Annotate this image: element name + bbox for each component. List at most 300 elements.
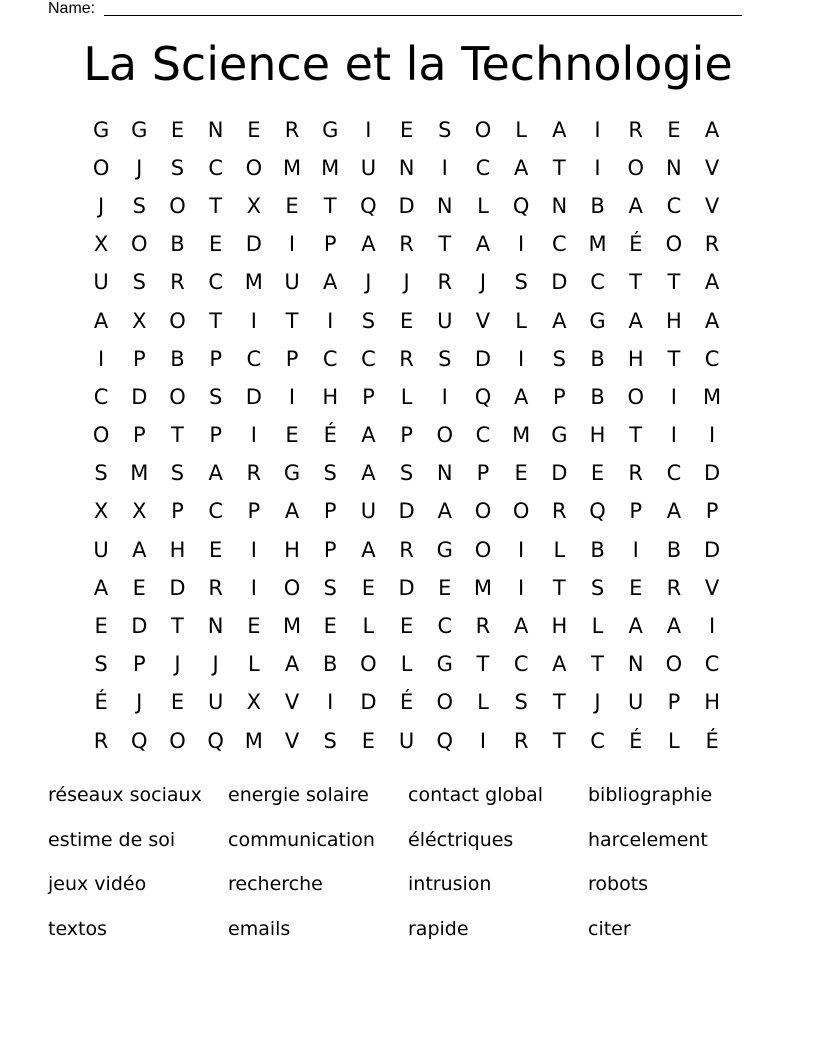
grid-letter: D — [551, 270, 568, 295]
grid-letter: R — [704, 232, 720, 257]
grid-letter: O — [169, 193, 186, 218]
grid-letter: I — [250, 575, 257, 600]
grid-letter: U — [360, 155, 377, 180]
grid-letter: X — [93, 499, 109, 524]
grid-letter: U — [437, 308, 453, 333]
grid-letter: I — [288, 384, 296, 409]
grid-letter: I — [288, 232, 296, 257]
word-list-item: energie solaire — [228, 784, 369, 806]
grid-letter: R — [284, 117, 300, 142]
grid-letter: N — [436, 461, 453, 486]
grid-letter: L — [400, 652, 413, 677]
grid-letter: H — [666, 308, 682, 333]
page-title: La Science et la Technologie — [83, 37, 733, 91]
grid-letter: A — [437, 499, 452, 524]
grid-letter: V — [704, 575, 720, 600]
grid-letter: A — [552, 117, 567, 142]
grid-letter: D — [704, 537, 721, 562]
grid-letter: O — [169, 308, 186, 333]
grid-letter: A — [475, 232, 491, 257]
grid-letter: É — [94, 690, 108, 715]
grid-letter: M — [703, 384, 722, 409]
grid-letter: L — [515, 308, 527, 333]
word-list-item: textos — [48, 917, 108, 940]
grid-letter: S — [552, 346, 567, 371]
grid-letter: C — [704, 346, 720, 371]
grid-letter: A — [513, 614, 529, 639]
word-list-item: intrusion — [408, 873, 492, 895]
grid-letter: A — [513, 155, 529, 180]
grid-letter: N — [436, 193, 453, 218]
grid-letter: P — [132, 423, 146, 448]
grid-letter: C — [666, 193, 682, 218]
grid-letter: B — [590, 346, 605, 371]
grid-letter: S — [170, 155, 185, 180]
grid-letter: U — [284, 270, 300, 295]
grid-letter: I — [479, 728, 487, 753]
grid-letter: N — [398, 155, 415, 180]
grid-letter: M — [512, 423, 531, 448]
grid-letter: L — [591, 614, 604, 639]
grid-letter: M — [244, 728, 263, 753]
grid-letter: P — [667, 690, 681, 715]
grid-letter: Q — [360, 193, 377, 218]
grid-letter: G — [436, 652, 453, 677]
grid-letter: E — [590, 461, 605, 486]
grid-letter: S — [514, 690, 528, 715]
grid-letter: N — [627, 652, 644, 677]
grid-letter: Q — [436, 728, 454, 753]
grid-letter: E — [438, 575, 452, 600]
grid-letter: R — [666, 575, 682, 600]
grid-letter: E — [399, 614, 414, 639]
grid-letter: Q — [474, 384, 492, 409]
grid-letter: T — [209, 193, 223, 218]
grid-letter: I — [518, 537, 525, 562]
grid-letter: L — [477, 690, 489, 715]
grid-letter: S — [132, 193, 146, 218]
grid-letter: E — [399, 308, 414, 333]
grid-letter: R — [475, 614, 491, 639]
grid-letter: A — [361, 537, 376, 562]
grid-letter: D — [398, 499, 415, 524]
grid-letter: S — [399, 461, 414, 486]
grid-letter: H — [169, 537, 186, 562]
grid-letter: I — [97, 346, 105, 371]
grid-letter: S — [323, 728, 337, 753]
grid-letter: I — [632, 537, 639, 562]
grid-letter: L — [362, 614, 375, 639]
grid-letter: R — [628, 117, 644, 142]
grid-letter: D — [131, 614, 148, 639]
grid-letter: L — [553, 537, 566, 562]
grid-letter: X — [246, 690, 262, 715]
name-field — [48, 0, 742, 17]
grid-letter: E — [132, 575, 146, 600]
grid-letter: J — [136, 690, 143, 715]
grid-letter: C — [475, 155, 491, 180]
grid-letter: R — [399, 537, 414, 562]
grid-letter: O — [131, 232, 148, 257]
grid-letter: L — [515, 117, 527, 142]
word-list-item: réseaux sociaux — [48, 784, 202, 806]
grid-letter: D — [398, 575, 415, 600]
grid-letter: M — [130, 461, 149, 486]
word-list-item: rapide — [408, 917, 469, 940]
grid-letter: C — [590, 270, 605, 295]
grid-letter: B — [323, 652, 338, 677]
grid-letter: V — [284, 728, 300, 753]
grid-letter: A — [323, 270, 338, 295]
grid-letter: O — [92, 155, 110, 180]
grid-letter: X — [246, 193, 262, 218]
grid-letter: I — [327, 308, 334, 333]
grid-letter: R — [437, 270, 453, 295]
grid-letter: M — [321, 155, 340, 180]
grid-letter: P — [209, 423, 222, 448]
grid-letter: A — [93, 308, 109, 333]
grid-letter: M — [588, 232, 607, 257]
grid-letter: E — [170, 117, 185, 142]
grid-letter: S — [170, 461, 185, 486]
grid-letter: P — [323, 499, 337, 524]
name-underline — [104, 15, 742, 16]
grid-letter: G — [131, 117, 148, 142]
grid-letter: J — [212, 652, 219, 677]
grid-letter: M — [282, 155, 302, 180]
grid-letter: P — [285, 346, 299, 371]
grid-letter: J — [136, 155, 143, 180]
grid-letter: S — [208, 384, 223, 409]
grid-letter: A — [552, 652, 567, 677]
grid-letter: R — [170, 270, 185, 295]
grid-letter: S — [361, 308, 376, 333]
grid-letter: C — [322, 346, 338, 371]
word-list-item: robots — [588, 873, 649, 895]
grid-letter: L — [247, 652, 260, 677]
grid-letter: T — [476, 652, 490, 677]
grid-letter: O — [665, 652, 683, 677]
grid-letter: E — [361, 575, 376, 600]
grid-letter: A — [132, 537, 147, 562]
grid-letter: I — [441, 155, 448, 180]
grid-letter: S — [514, 270, 528, 295]
grid-letter: S — [132, 270, 146, 295]
grid-letter: U — [93, 537, 109, 562]
grid-letter: B — [666, 537, 682, 562]
grid-letter: R — [208, 575, 223, 600]
grid-letter: E — [667, 117, 681, 142]
grid-letter: T — [323, 193, 337, 218]
grid-letter: H — [627, 346, 644, 371]
grid-letter: D — [398, 193, 415, 218]
grid-letter: I — [441, 384, 448, 409]
grid-letter: L — [477, 193, 489, 218]
grid-letter: C — [590, 728, 605, 753]
grid-letter: S — [94, 461, 108, 486]
word-list-item: recherche — [228, 873, 323, 895]
grid-letter: M — [473, 575, 493, 600]
grid-letter: U — [93, 270, 109, 295]
grid-letter: G — [551, 423, 568, 448]
grid-letter: E — [170, 690, 185, 715]
grid-letter: A — [628, 308, 643, 333]
grid-letter: O — [474, 499, 492, 524]
grid-letter: T — [171, 614, 184, 639]
grid-letter: B — [170, 232, 185, 257]
grid-letter: E — [514, 461, 528, 486]
grid-letter: P — [323, 537, 337, 562]
grid-letter: E — [629, 575, 643, 600]
grid-letter: U — [398, 728, 415, 753]
word-list-item: éléctriques — [408, 828, 514, 851]
grid-letter: L — [400, 384, 413, 409]
grid-letter: P — [400, 423, 413, 448]
grid-letter: O — [245, 155, 263, 180]
grid-letter: I — [250, 308, 257, 333]
word-list-item: communication — [228, 828, 375, 851]
grid-letter: E — [209, 232, 223, 257]
grid-letter: G — [589, 308, 606, 333]
grid-letter: H — [589, 423, 606, 448]
grid-letter: G — [92, 117, 110, 142]
grid-letter: O — [169, 384, 186, 409]
grid-letter: A — [361, 461, 376, 486]
grid-letter: X — [132, 308, 147, 333]
grid-letter: É — [705, 728, 719, 753]
grid-letter: Q — [131, 728, 148, 753]
grid-letter: C — [208, 270, 223, 295]
grid-letter: C — [437, 614, 453, 639]
grid-letter: E — [285, 193, 299, 218]
grid-letter: T — [438, 232, 452, 257]
grid-letter: S — [94, 652, 108, 677]
grid-letter: E — [209, 537, 223, 562]
grid-letter: J — [174, 652, 181, 677]
grid-letter: O — [283, 575, 301, 600]
grid-letter: I — [670, 384, 677, 409]
grid-letter: Q — [589, 499, 606, 524]
grid-letter: A — [704, 270, 720, 295]
grid-letter: D — [474, 346, 492, 371]
grid-letter: V — [704, 155, 720, 180]
grid-letter: L — [668, 728, 680, 753]
grid-letter: A — [284, 499, 300, 524]
grid-letter: A — [628, 193, 643, 218]
grid-letter: R — [399, 232, 414, 257]
grid-letter: A — [666, 614, 682, 639]
word-list-item: estime de soi — [48, 828, 176, 851]
grid-letter: T — [591, 652, 604, 677]
grid-letter: E — [361, 728, 376, 753]
grid-letter: P — [209, 346, 222, 371]
grid-letter: A — [552, 308, 567, 333]
grid-letter: I — [594, 117, 601, 142]
grid-letter: I — [518, 232, 525, 257]
letter-grid — [82, 111, 731, 760]
grid-letter: D — [360, 690, 377, 715]
grid-letter: I — [327, 690, 334, 715]
grid-letter: O — [627, 155, 644, 180]
grid-letter: O — [169, 728, 186, 753]
grid-letter: E — [247, 614, 261, 639]
grid-letter: X — [93, 232, 109, 257]
grid-letter: N — [207, 117, 224, 142]
grid-letter: T — [552, 575, 566, 600]
grid-letter: E — [285, 423, 299, 448]
grid-letter: G — [283, 461, 301, 486]
grid-letter: C — [208, 499, 223, 524]
grid-letter: M — [244, 270, 263, 295]
grid-letter: A — [628, 614, 643, 639]
grid-letter: A — [513, 384, 529, 409]
grid-letter: P — [705, 499, 719, 524]
grid-letter: D — [245, 384, 262, 409]
grid-letter: I — [518, 346, 525, 371]
grid-letter: I — [365, 117, 372, 142]
grid-letter: V — [475, 308, 491, 333]
grid-letter: O — [627, 384, 644, 409]
grid-letter: A — [704, 117, 720, 142]
grid-letter: N — [666, 155, 682, 180]
grid-letter: A — [93, 575, 109, 600]
grid-letter: T — [629, 423, 643, 448]
grid-letter: I — [670, 423, 677, 448]
grid-letter: G — [322, 117, 339, 142]
grid-letter: É — [629, 728, 643, 753]
grid-letter: S — [323, 461, 337, 486]
grid-letter: Q — [207, 728, 224, 753]
grid-letter: R — [246, 461, 262, 486]
grid-letter: C — [361, 346, 376, 371]
grid-letter: C — [552, 232, 567, 257]
grid-letter: H — [704, 690, 720, 715]
grid-letter: M — [282, 614, 302, 639]
grid-letter: J — [479, 270, 487, 295]
grid-letter: T — [667, 346, 681, 371]
grid-letter: U — [207, 690, 224, 715]
grid-letter: P — [362, 384, 375, 409]
grid-letter: P — [629, 499, 643, 524]
grid-letter: P — [476, 461, 490, 486]
grid-letter: T — [667, 270, 681, 295]
grid-letter: J — [365, 270, 372, 295]
grid-letter: D — [704, 461, 721, 486]
grid-letter: C — [513, 652, 529, 677]
grid-letter: U — [360, 499, 377, 524]
word-list — [48, 778, 768, 956]
grid-letter: G — [436, 537, 453, 562]
grid-letter: O — [436, 690, 454, 715]
grid-letter: C — [666, 461, 682, 486]
grid-letter: P — [132, 652, 146, 677]
grid-letter: E — [323, 614, 337, 639]
grid-letter: D — [245, 232, 262, 257]
word-list-item: bibliographie — [588, 784, 713, 806]
grid-letter: I — [594, 155, 601, 180]
grid-letter: T — [552, 690, 566, 715]
grid-letter: B — [590, 384, 605, 409]
grid-letter: H — [551, 614, 568, 639]
grid-letter: D — [551, 461, 568, 486]
grid-letter: J — [97, 193, 105, 218]
grid-letter: S — [323, 575, 337, 600]
grid-letter: P — [247, 499, 261, 524]
grid-letter: A — [208, 461, 223, 486]
grid-letter: T — [285, 308, 299, 333]
grid-letter: A — [284, 652, 300, 677]
grid-letter: É — [399, 690, 414, 715]
word-list-item: citer — [588, 917, 631, 940]
grid-letter: A — [361, 232, 376, 257]
grid-letter: S — [438, 346, 452, 371]
grid-letter: T — [552, 728, 566, 753]
grid-letter: Q — [512, 193, 530, 218]
grid-letter: E — [247, 117, 261, 142]
grid-letter: O — [512, 499, 530, 524]
grid-letter: S — [438, 117, 452, 142]
grid-letter: R — [399, 346, 414, 371]
grid-letter: H — [284, 537, 300, 562]
grid-letter: I — [250, 423, 257, 448]
grid-letter: E — [399, 117, 414, 142]
grid-letter: X — [132, 499, 147, 524]
grid-letter: A — [666, 499, 682, 524]
grid-letter: I — [518, 575, 525, 600]
grid-letter: R — [552, 499, 567, 524]
grid-letter: N — [551, 193, 568, 218]
grid-letter: P — [323, 232, 337, 257]
grid-letter: P — [132, 346, 146, 371]
grid-letter: C — [475, 423, 491, 448]
grid-letter: E — [94, 614, 108, 639]
grid-letter: R — [628, 461, 644, 486]
grid-letter: T — [629, 270, 643, 295]
grid-letter: O — [92, 423, 110, 448]
grid-letter: C — [208, 155, 223, 180]
grid-letter: U — [628, 690, 644, 715]
grid-letter: T — [171, 423, 184, 448]
grid-letter: T — [552, 155, 566, 180]
grid-letter: V — [704, 193, 720, 218]
word-list-item: jeux vidéo — [48, 873, 147, 895]
grid-letter: É — [323, 423, 337, 448]
grid-letter: R — [513, 728, 529, 753]
grid-letter: A — [361, 423, 376, 448]
grid-letter: O — [360, 652, 377, 677]
grid-letter: B — [170, 346, 185, 371]
word-list-item: harcelement — [588, 828, 708, 851]
grid-letter: J — [403, 270, 410, 295]
grid-letter: I — [708, 423, 716, 448]
grid-letter: V — [284, 690, 300, 715]
grid-letter: T — [209, 308, 223, 333]
grid-letter: D — [169, 575, 186, 600]
grid-letter: B — [590, 537, 605, 562]
word-list-item: emails — [228, 917, 291, 940]
grid-letter: H — [322, 384, 339, 409]
grid-letter: C — [246, 346, 262, 371]
name-label: Name: — [48, 0, 96, 17]
grid-letter: O — [474, 537, 492, 562]
grid-letter: D — [131, 384, 148, 409]
grid-letter: I — [708, 614, 716, 639]
grid-letter: É — [629, 232, 643, 257]
grid-letter: O — [474, 117, 492, 142]
grid-letter: C — [704, 652, 720, 677]
grid-letter: O — [436, 423, 454, 448]
grid-letter: I — [250, 537, 257, 562]
